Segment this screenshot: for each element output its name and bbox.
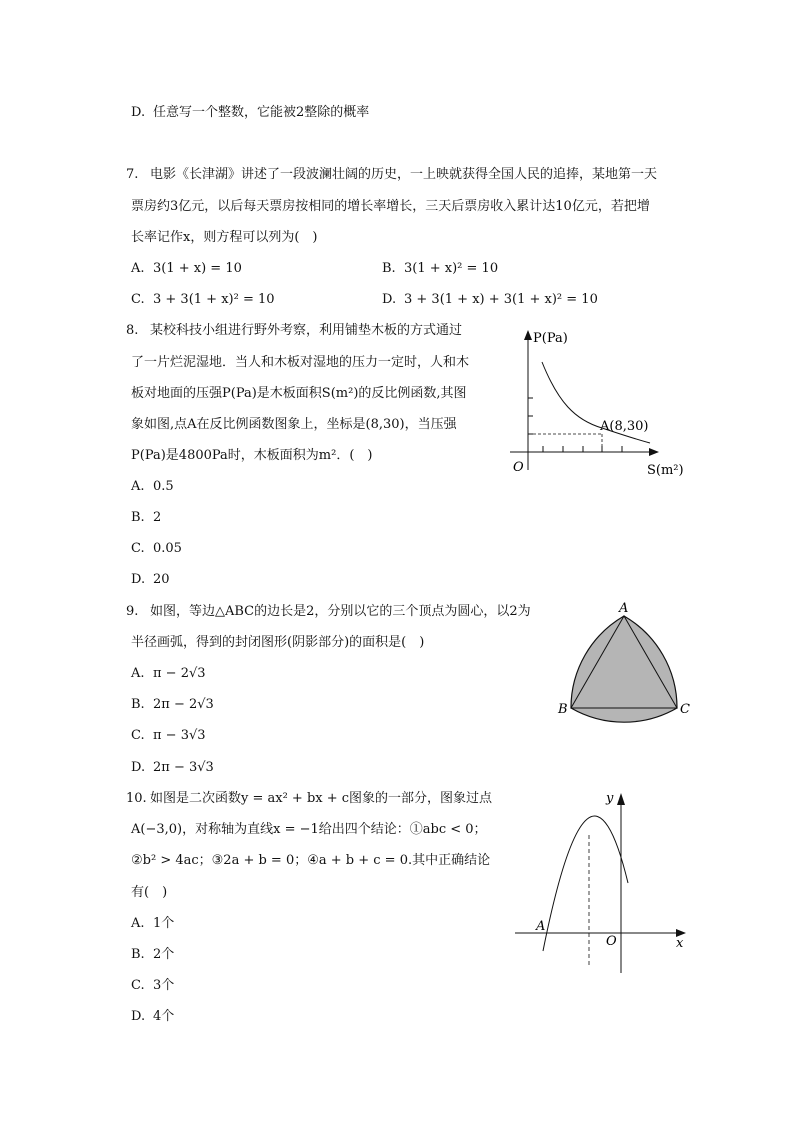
q10-line-1 bbox=[126, 790, 492, 808]
q10-line-4: 有( ) bbox=[131, 885, 168, 900]
option-text: π − 3√3 bbox=[153, 728, 206, 743]
vertex-b-label: B bbox=[558, 702, 568, 717]
y-axis-label: y bbox=[606, 791, 614, 806]
question-text: 某校科技小组进行野外考察，利用铺垫木板的方式通过 bbox=[150, 323, 463, 338]
option-text: 2个 bbox=[153, 947, 175, 962]
option-text: 0.05 bbox=[153, 541, 182, 556]
y-axis-label: P(Pa) bbox=[533, 331, 568, 346]
origin-label: O bbox=[606, 934, 617, 949]
q8-line-4: 象如图,点A在反比例函数图象上，坐标是(8,30)，当压强 bbox=[131, 417, 457, 432]
point-a-label: A bbox=[536, 919, 546, 934]
q8-option-d bbox=[131, 571, 170, 589]
origin-label: O bbox=[513, 460, 524, 475]
option-text: 20 bbox=[153, 572, 170, 587]
point-a-label: A(8,30) bbox=[600, 419, 649, 434]
vertex-a-label: A bbox=[619, 601, 629, 616]
option-text: 2π − 2√3 bbox=[153, 697, 214, 712]
option-text: π − 2√3 bbox=[153, 666, 206, 681]
option-text: 2 bbox=[153, 510, 162, 525]
x-ticks bbox=[543, 446, 622, 452]
option-label: C. bbox=[131, 292, 145, 307]
x-axis-arrow bbox=[649, 448, 659, 456]
q10-option-b bbox=[131, 946, 174, 964]
option-label: C. bbox=[131, 978, 145, 993]
x-axis-label: x bbox=[676, 936, 684, 951]
option-label: B. bbox=[131, 947, 145, 962]
question-text: 如图，等边△ABC的边长是2，分别以它的三个顶点为圆心，以2为 bbox=[150, 604, 531, 619]
question-text: 电影《长津湖》讲述了一段波澜壮阔的历史，一上映就获得全国人民的追捧，某地第一天 bbox=[150, 167, 658, 182]
q8-option-a bbox=[131, 478, 174, 496]
q7-line-2: 票房约3亿元，以后每天票房按相同的增长率增长，三天后票房收入累计达10亿元，若把增 bbox=[131, 199, 650, 214]
q8-figure bbox=[500, 322, 700, 487]
q10-option-a bbox=[131, 915, 174, 933]
option-label: A. bbox=[131, 479, 145, 494]
q7-option-c bbox=[131, 291, 275, 309]
option-label: B. bbox=[131, 697, 145, 712]
option-label: B. bbox=[131, 510, 145, 525]
q10-option-c bbox=[131, 977, 174, 995]
question-number: 7. bbox=[126, 167, 139, 182]
question-text: 如图是二次函数y = ax² + bx + c图象的一部分，图象过点 bbox=[150, 791, 493, 806]
parabola-curve bbox=[543, 816, 628, 951]
option-text: 2π − 3√3 bbox=[153, 760, 214, 775]
q8-option-b bbox=[131, 509, 161, 527]
question-number: 10. bbox=[126, 791, 147, 806]
q9-option-b bbox=[131, 696, 214, 714]
question-number: 9. bbox=[126, 604, 139, 619]
option-label: B. bbox=[382, 261, 396, 276]
q10-line-3: ②b² > 4ac；③2a + b = 0；④a + b + c = 0.其中正确结论 bbox=[131, 853, 491, 868]
option-label: D. bbox=[131, 760, 146, 775]
option-label: A. bbox=[131, 916, 145, 931]
option-label: C. bbox=[131, 728, 145, 743]
option-text: 4个 bbox=[153, 1009, 175, 1024]
reuleaux-shaded-region bbox=[571, 616, 677, 722]
question-number: 8. bbox=[126, 323, 139, 338]
q7-option-b bbox=[382, 260, 498, 278]
option-label: D. bbox=[131, 105, 146, 120]
y-axis-arrow bbox=[617, 793, 625, 805]
q8-line-3: 板对地面的压强P(Pa)是木板面积S(m²)的反比例函数,其图 bbox=[131, 386, 467, 401]
q7-line-1 bbox=[126, 166, 657, 184]
q7-option-a bbox=[131, 260, 242, 278]
q10-option-d bbox=[131, 1008, 174, 1026]
option-text: 3 + 3(1 + x)² = 10 bbox=[153, 292, 275, 307]
q9-option-d bbox=[131, 759, 214, 777]
q10-figure bbox=[510, 785, 700, 980]
q8-line-1 bbox=[126, 322, 462, 340]
q9-option-a bbox=[131, 665, 206, 683]
option-label: C. bbox=[131, 541, 145, 556]
option-text: 任意写一个整数，它能被2整除的概率 bbox=[153, 105, 370, 120]
y-ticks bbox=[528, 398, 533, 434]
option-label: A. bbox=[131, 666, 145, 681]
q8-option-c bbox=[131, 540, 182, 558]
q9-line-1 bbox=[126, 603, 531, 621]
option-text: 0.5 bbox=[153, 479, 174, 494]
option-label: D. bbox=[131, 572, 146, 587]
q9-figure bbox=[552, 598, 697, 723]
option-text: 3(1 + x)² = 10 bbox=[404, 261, 499, 276]
option-label: A. bbox=[131, 261, 145, 276]
option-text: 3(1 + x) = 10 bbox=[153, 261, 242, 276]
option-label: D. bbox=[131, 1009, 146, 1024]
q6-option-d bbox=[131, 104, 369, 122]
q7-line-3: 长率记作x，则方程可以列为( ) bbox=[131, 230, 318, 245]
x-axis-label: S(m²) bbox=[647, 463, 684, 478]
option-text: 3 + 3(1 + x) + 3(1 + x)² = 10 bbox=[404, 292, 598, 307]
q9-line-2: 半径画弧，得到的封闭图形(阴影部分)的面积是( ) bbox=[131, 635, 425, 650]
q8-line-2: 了一片烂泥湿地．当人和木板对湿地的压力一定时，人和木 bbox=[131, 355, 470, 370]
option-text: 1个 bbox=[153, 916, 175, 931]
q9-option-c bbox=[131, 727, 206, 745]
vertex-c-label: C bbox=[680, 702, 690, 717]
q10-line-2: A(−3,0)，对称轴为直线x = −1给出四个结论：①abc < 0； bbox=[131, 822, 487, 837]
q8-line-5: P(Pa)是4800Pa时，木板面积为m²．( ) bbox=[131, 448, 373, 463]
y-axis-arrow bbox=[524, 330, 532, 340]
option-text: 3个 bbox=[153, 978, 175, 993]
option-label: D. bbox=[382, 292, 397, 307]
q7-option-d bbox=[382, 291, 598, 309]
